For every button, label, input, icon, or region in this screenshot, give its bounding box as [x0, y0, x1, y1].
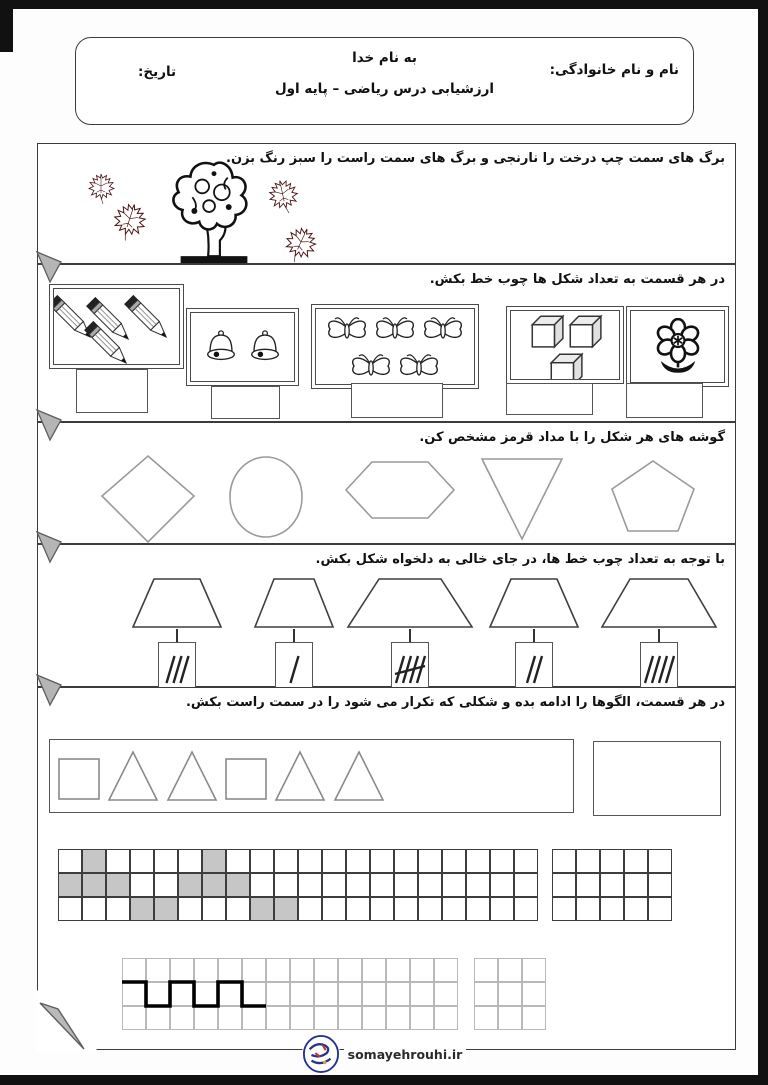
grid-cell[interactable] — [290, 982, 314, 1006]
grid-cell[interactable] — [362, 1006, 386, 1030]
section-draw-tallies — [37, 264, 736, 422]
grid-cell[interactable] — [386, 982, 410, 1006]
grid-cell[interactable] — [130, 897, 154, 921]
lampshade-shape — [488, 577, 580, 629]
grid-cell[interactable] — [130, 873, 154, 897]
hexagon-shape[interactable] — [344, 460, 456, 520]
grid-cell[interactable] — [498, 982, 522, 1006]
date-label: تاریخ: — [138, 64, 177, 80]
section-lamps-tallies — [37, 544, 736, 687]
grid-cell[interactable] — [58, 849, 82, 873]
section3-instruction: گوشه های هر شکل را با مداد قرمز مشخص کن. — [419, 430, 725, 445]
lamp-item[interactable] — [131, 577, 223, 696]
grid-cell[interactable] — [322, 849, 346, 873]
flower-icon — [651, 318, 705, 376]
lamp-stem — [176, 629, 179, 642]
tally-answer-box[interactable] — [76, 369, 148, 413]
grid-cell[interactable] — [170, 1006, 194, 1030]
cubes-group — [510, 310, 620, 380]
bismillah-text: به نام خدا — [352, 50, 417, 66]
grid-cell[interactable] — [498, 1006, 522, 1030]
shape-pattern-strip[interactable] — [49, 739, 574, 813]
grid-cell[interactable] — [242, 982, 266, 1006]
lampshade-shape — [346, 577, 474, 629]
grid-cell[interactable] — [362, 982, 386, 1006]
section1-instruction: برگ های سمت چپ درخت را نارنجی و برگ های سمت راست را سبز رنگ بزن. — [226, 151, 725, 166]
lamp-stem — [293, 629, 296, 642]
section-continue-patterns — [37, 687, 736, 1050]
lamp-item[interactable] — [488, 577, 580, 696]
grid-cell[interactable] — [410, 982, 434, 1006]
grid-cell[interactable] — [514, 897, 538, 921]
lamp-item[interactable] — [346, 577, 474, 696]
grid-cell[interactable] — [552, 897, 576, 921]
grid-cell[interactable] — [58, 873, 82, 897]
pattern-square-shape — [225, 750, 267, 802]
grid-cell[interactable] — [170, 958, 194, 982]
grid-cell[interactable] — [194, 958, 218, 982]
grid-cell[interactable] — [600, 873, 624, 897]
wave-grid-answer[interactable] — [474, 958, 546, 1030]
grid-cell[interactable] — [498, 958, 522, 982]
maple-leaf-icon — [260, 173, 305, 218]
grid-cell[interactable] — [624, 849, 648, 873]
header-box — [75, 37, 694, 125]
grid-cell[interactable] — [514, 849, 538, 873]
grid-cell[interactable] — [314, 1006, 338, 1030]
grid-cell[interactable] — [490, 873, 514, 897]
tally-answer-box[interactable] — [506, 383, 593, 415]
grid-cell[interactable] — [600, 897, 624, 921]
lampshade-shape — [600, 577, 718, 629]
grid-cell[interactable] — [442, 849, 466, 873]
grid-cell[interactable] — [474, 982, 498, 1006]
grid-cell[interactable] — [386, 1006, 410, 1030]
pattern-triangle-shape — [274, 750, 326, 802]
grid-cell[interactable] — [290, 1006, 314, 1030]
grid-cell[interactable] — [466, 897, 490, 921]
grid-cell[interactable] — [170, 982, 194, 1006]
grid-cell[interactable] — [346, 873, 370, 897]
grid-cell[interactable] — [394, 849, 418, 873]
section2-instruction: در هر قسمت به تعداد شکل ها چوب خط بکش. — [429, 272, 725, 287]
scan-edge-topleft — [0, 0, 13, 52]
grid-cell[interactable] — [394, 897, 418, 921]
grid-cell[interactable] — [122, 1006, 146, 1030]
pentagon-shape[interactable] — [610, 459, 696, 533]
grid-cell[interactable] — [322, 873, 346, 897]
grid-cell[interactable] — [202, 897, 226, 921]
footer-site-url[interactable]: somayehrouhi.ir — [344, 1047, 467, 1062]
grid-cell[interactable] — [442, 873, 466, 897]
grid-cell[interactable] — [82, 897, 106, 921]
lamp-item[interactable] — [600, 577, 718, 696]
grid-cell[interactable] — [106, 849, 130, 873]
grid-cell[interactable] — [522, 1006, 546, 1030]
pattern-triangle-shape — [166, 750, 218, 802]
grid-cell[interactable] — [202, 849, 226, 873]
grid-cell[interactable] — [418, 897, 442, 921]
grid-cell[interactable] — [418, 873, 442, 897]
grid-cell[interactable] — [242, 1006, 266, 1030]
pattern-answer-box[interactable] — [593, 741, 721, 816]
grid-cell[interactable] — [266, 982, 290, 1006]
tally-answer-box[interactable] — [351, 383, 443, 418]
pattern-triangle-shape — [107, 750, 159, 802]
butterflies-group — [315, 308, 475, 385]
worksheet-title: ارزشیابی درس ریاضی – پایه اول — [274, 81, 495, 97]
grid-cell[interactable] — [576, 873, 600, 897]
grid-cell[interactable] — [122, 958, 146, 982]
bell-icon — [199, 326, 243, 368]
grid-cell[interactable] — [346, 897, 370, 921]
grid-cell[interactable] — [648, 873, 672, 897]
lamp-stem — [658, 629, 661, 642]
grid-cell[interactable] — [58, 897, 82, 921]
grid-cell[interactable] — [298, 873, 322, 897]
grid-cell[interactable] — [442, 897, 466, 921]
grid-cell[interactable] — [648, 849, 672, 873]
grid-cell[interactable] — [314, 958, 338, 982]
grid-cell[interactable] — [434, 982, 458, 1006]
grid-cell[interactable] — [314, 982, 338, 1006]
maple-leaf-icon — [273, 217, 326, 270]
flower-group — [630, 310, 725, 383]
grid-cell[interactable] — [418, 849, 442, 873]
cubes-frame — [506, 306, 624, 384]
grid-cell[interactable] — [490, 897, 514, 921]
pencils-group — [53, 288, 180, 365]
grid-cell[interactable] — [600, 849, 624, 873]
grid-cell[interactable] — [338, 1006, 362, 1030]
grid-cell[interactable] — [146, 958, 170, 982]
butterfly-icon — [395, 348, 443, 382]
bells-frame — [186, 308, 299, 386]
grid-cell[interactable] — [122, 982, 146, 1006]
bells-group — [190, 312, 295, 382]
grid-cell[interactable] — [226, 873, 250, 897]
pencils-frame — [49, 284, 184, 369]
tally-answer-box[interactable] — [211, 386, 280, 419]
grid-cell[interactable] — [146, 982, 170, 1006]
scan-edge-right — [758, 0, 768, 1085]
pattern-grid-shaded[interactable] — [58, 849, 538, 921]
grid-cell[interactable] — [266, 958, 290, 982]
grid-cell[interactable] — [522, 958, 546, 982]
butterfly-icon — [419, 311, 467, 345]
butterfly-icon — [371, 311, 419, 345]
grid-cell[interactable] — [648, 897, 672, 921]
grid-cell[interactable] — [394, 873, 418, 897]
grid-cell[interactable] — [410, 1006, 434, 1030]
grid-cell[interactable] — [552, 873, 576, 897]
grid-cell[interactable] — [82, 873, 106, 897]
triangle-down-shape[interactable] — [480, 457, 564, 541]
grid-cell[interactable] — [274, 849, 298, 873]
lamp-item[interactable] — [253, 577, 335, 696]
grid-cell[interactable] — [298, 849, 322, 873]
scan-edge-bottom — [0, 1075, 768, 1085]
grid-cell[interactable] — [386, 958, 410, 982]
grid-cell[interactable] — [624, 897, 648, 921]
grid-cell[interactable] — [250, 849, 274, 873]
section-mark-corners — [37, 422, 736, 544]
diamond-shape[interactable] — [100, 454, 196, 544]
pattern-grid-answer[interactable] — [552, 849, 672, 921]
grid-cell[interactable] — [434, 1006, 458, 1030]
grid-cell[interactable] — [576, 897, 600, 921]
grid-cell[interactable] — [624, 873, 648, 897]
pattern-square-shape — [58, 750, 100, 802]
grid-cell[interactable] — [218, 982, 242, 1006]
ellipse-shape[interactable] — [228, 455, 304, 539]
grid-cell[interactable] — [274, 897, 298, 921]
grid-cell[interactable] — [218, 1006, 242, 1030]
grid-cell[interactable] — [146, 1006, 170, 1030]
section5-instruction: در هر قسمت، الگوها را ادامه بده و شکلی که تکرار می شود را در سمت راست بکش. — [185, 695, 725, 710]
grid-cell[interactable] — [370, 849, 394, 873]
grid-cell[interactable] — [178, 897, 202, 921]
grid-cell[interactable] — [154, 849, 178, 873]
grid-cell[interactable] — [346, 849, 370, 873]
grid-cell[interactable] — [226, 897, 250, 921]
grid-cell[interactable] — [370, 897, 394, 921]
grid-cell[interactable] — [274, 873, 298, 897]
grid-cell[interactable] — [474, 958, 498, 982]
grid-cell[interactable] — [576, 849, 600, 873]
grid-cell[interactable] — [106, 897, 130, 921]
grid-cell[interactable] — [514, 873, 538, 897]
grid-cell[interactable] — [106, 873, 130, 897]
grid-cell[interactable] — [338, 982, 362, 1006]
grid-cell[interactable] — [250, 873, 274, 897]
grid-cell[interactable] — [202, 873, 226, 897]
grid-cell[interactable] — [154, 897, 178, 921]
grid-cell[interactable] — [410, 958, 434, 982]
grid-cell[interactable] — [552, 849, 576, 873]
grid-cell[interactable] — [178, 849, 202, 873]
pattern-triangle-shape — [333, 750, 385, 802]
grid-cell[interactable] — [194, 982, 218, 1006]
student-name-label: نام و نام خانوادگی: — [549, 62, 679, 78]
tally-answer-box[interactable] — [626, 383, 703, 418]
scan-edge-top — [0, 0, 768, 9]
grid-cell[interactable] — [466, 849, 490, 873]
grid-cell[interactable] — [370, 873, 394, 897]
grid-cell[interactable] — [242, 958, 266, 982]
grid-cell[interactable] — [322, 897, 346, 921]
section-color-leaves — [37, 143, 736, 264]
grid-cell[interactable] — [490, 849, 514, 873]
grid-cell[interactable] — [250, 897, 274, 921]
grid-cell[interactable] — [338, 958, 362, 982]
section4-instruction: با توجه به تعداد چوب خط ها، در جای خالی به دلخواه شکل بکش. — [315, 552, 725, 567]
grid-cell[interactable] — [218, 958, 242, 982]
tree-image — [166, 156, 262, 264]
grid-cell[interactable] — [466, 873, 490, 897]
grid-cell[interactable] — [226, 849, 250, 873]
lampshade-shape — [131, 577, 223, 629]
grid-cell[interactable] — [290, 958, 314, 982]
lampshade-shape — [253, 577, 335, 629]
grid-cell[interactable] — [474, 1006, 498, 1030]
grid-cell[interactable] — [298, 897, 322, 921]
grid-cell[interactable] — [194, 1006, 218, 1030]
cube-icon — [546, 349, 584, 380]
footer — [0, 1032, 768, 1076]
grid-cell[interactable] — [178, 873, 202, 897]
grid-cell[interactable] — [362, 958, 386, 982]
somayeh-rouhi-logo — [302, 1034, 340, 1074]
bell-icon — [243, 326, 287, 368]
flower-frame — [626, 306, 729, 387]
butterfly-icon — [323, 311, 371, 345]
cube-icon — [527, 311, 565, 349]
cube-icon — [565, 311, 603, 349]
lamp-stem — [409, 629, 412, 642]
lamp-stem — [533, 629, 536, 642]
butterfly-icon — [347, 348, 395, 382]
grid-cell[interactable] — [154, 873, 178, 897]
butterflies-frame — [311, 304, 479, 389]
grid-cell[interactable] — [82, 849, 106, 873]
grid-cell[interactable] — [522, 982, 546, 1006]
grid-cell[interactable] — [434, 958, 458, 982]
grid-cell[interactable] — [266, 1006, 290, 1030]
grid-cell[interactable] — [130, 849, 154, 873]
pattern-grid-wave[interactable] — [122, 958, 458, 1030]
